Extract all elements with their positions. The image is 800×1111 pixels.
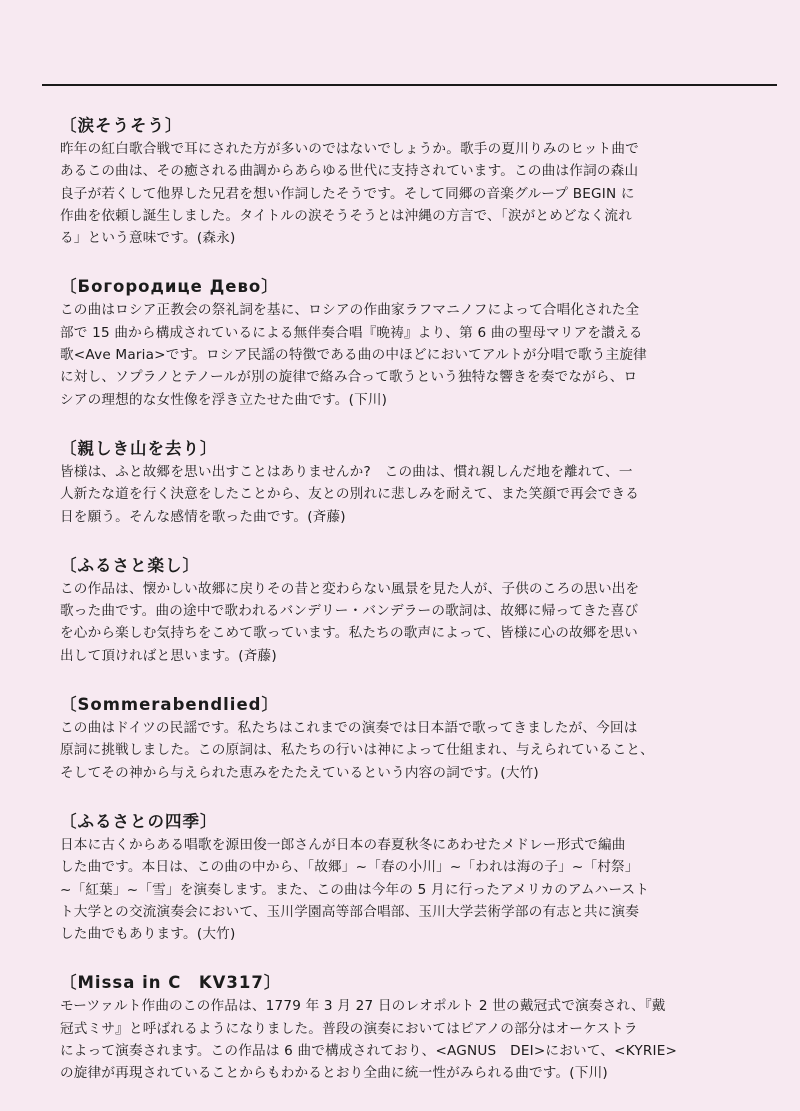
section-nada-sousou bbox=[60, 114, 770, 249]
body-line: の旋律が再現されていることからもわかるとおり全曲に統一性がみられる曲です。(下川) bbox=[60, 1065, 608, 1082]
section-title: 〔Богородице Дево〕 bbox=[60, 277, 279, 297]
body-line: ト大学との交流演奏会において、玉川学園高等部合唱部、玉川大学芸術学部の有志と共に演奏 bbox=[60, 903, 640, 920]
body-line: 日を願う。そんな感情を歌った曲です。(斉藤) bbox=[60, 508, 346, 525]
program-notes-content bbox=[60, 114, 770, 1111]
section-title: 〔ふるさと楽し〕 bbox=[60, 555, 200, 575]
body-line: に対し、ソプラノとテノールが別の旋律で絡み合って歌うという独特な響きを奏でながら、ロ bbox=[60, 369, 638, 386]
body-line: 歌った曲です。曲の途中で歌われるバンデリー・バンデラーの歌詞は、故郷に帰ってきた喜び bbox=[60, 603, 639, 620]
body-line: 出して頂ければと思います。(斉藤) bbox=[60, 647, 277, 664]
body-line: 部で 15 曲から構成されているによる無伴奏合唱『晩祷』より、第 6 曲の聖母マリアを讃える bbox=[60, 324, 643, 341]
body-line: モーツァルト作曲のこの作品は、1779 年 3 月 27 日のレオポルト 2 世の戴冠式で演奏され、『戴 bbox=[60, 998, 666, 1015]
body-line: この曲はロシア正教会の祭礼詞を基に、ロシアの作曲家ラフマニノフによって合唱化された全 bbox=[60, 302, 640, 319]
section-title: 〔ふるさとの四季〕 bbox=[60, 811, 218, 831]
body-line: ~「紅葉」~「雪」を演奏します。また、この曲は今年の 5 月に行ったアメリカのアムハースト bbox=[60, 881, 650, 898]
body-line: 昨年の紅白歌合戦で耳にされた方が多いのではないでしょうか。歌手の夏川りみのヒット曲で bbox=[60, 141, 639, 157]
top-rule bbox=[42, 84, 777, 86]
body-line: 人新たな道を行く決意をしたことから、友との別れに悲しみを耐えて、また笑顔で再会できる bbox=[60, 486, 640, 503]
body-line: る」という意味です。(森永) bbox=[60, 230, 236, 247]
section-furusato-tanoshi bbox=[60, 554, 770, 667]
body-line: した曲でもあります。(大竹) bbox=[60, 926, 236, 943]
section-furusato-shiki bbox=[60, 810, 770, 945]
body-line: シアの理想的な女性像を浮き立たせた曲です。(下川) bbox=[60, 391, 388, 408]
section-title: 〔Sommerabendlied〕 bbox=[60, 695, 279, 715]
body-line: 作曲を依頼し誕生しました。タイトルの涙そうそうとは沖縄の方言で、「涙がとめどなく流れ bbox=[60, 207, 632, 224]
section-body bbox=[60, 578, 770, 667]
body-line: そしてその神から与えられた恵みをたたえているという内容の詞です。(大竹) bbox=[60, 764, 539, 781]
section-sommerabendlied bbox=[60, 693, 770, 784]
section-body bbox=[60, 834, 770, 945]
section-shitashiki-yama bbox=[60, 437, 770, 528]
body-line: によって演奏されます。この作品は 6 曲で構成されており、<AGNUS DEI>において、<KYRIE> bbox=[60, 1043, 678, 1060]
body-line: あるこの曲は、その癒される曲調からあらゆる世代に支持されています。この曲は作詞の森山 bbox=[60, 163, 639, 180]
section-body bbox=[60, 299, 770, 410]
section-missa-in-c bbox=[60, 971, 770, 1084]
body-line: 皆様は、ふと故郷を思い出すことはありませんか? この曲は、慣れ親しんだ地を離れて、一 bbox=[60, 463, 633, 480]
section-body bbox=[60, 138, 770, 249]
body-line: 日本に古くからある唱歌を源田俊一郎さんが日本の春夏秋冬にあわせたメドレー形式で編曲 bbox=[60, 836, 626, 853]
section-title: 〔親しき山を去り〕 bbox=[60, 438, 218, 458]
section-body bbox=[60, 995, 770, 1084]
section-title: 〔Missa in C KV317〕 bbox=[60, 973, 282, 993]
body-line: 原詞に挑戦しました。この原詞は、私たちの行いは神によって仕組まれ、与えられていること、 bbox=[60, 742, 654, 759]
section-body bbox=[60, 461, 770, 528]
body-line: 冠式ミサ』と呼ばれるようになりました。普段の演奏においてはピアノの部分はオーケストラ bbox=[60, 1020, 638, 1037]
body-line: この曲はドイツの民謡です。私たちはこれまでの演奏では日本語で歌ってきましたが、今回は bbox=[60, 720, 638, 737]
body-line: した曲です。本日は、この曲の中から、「故郷」~「春の小川」~「われは海の子」~「村祭」 bbox=[60, 859, 639, 876]
section-title: 〔涙そうそう〕 bbox=[60, 116, 183, 135]
section-bogoroditse-devo bbox=[60, 275, 770, 410]
body-line: 歌<Ave Maria>です。ロシア民謡の特徴である曲の中ほどにおいてアルトが分唱で歌う主旋律 bbox=[60, 347, 647, 364]
section-body bbox=[60, 717, 770, 784]
body-line: この作品は、懐かしい故郷に戻りその昔と変わらない風景を見た人が、子供のころの思い出を bbox=[60, 580, 640, 597]
body-line: 良子が若くして他界した兄君を想い作詞したそうです。そして同郷の音楽グループ BEGIN に bbox=[60, 185, 635, 202]
body-line: を心から楽しむ気持ちをこめて歌っています。私たちの歌声によって、皆様に心の故郷を思い bbox=[60, 625, 638, 642]
